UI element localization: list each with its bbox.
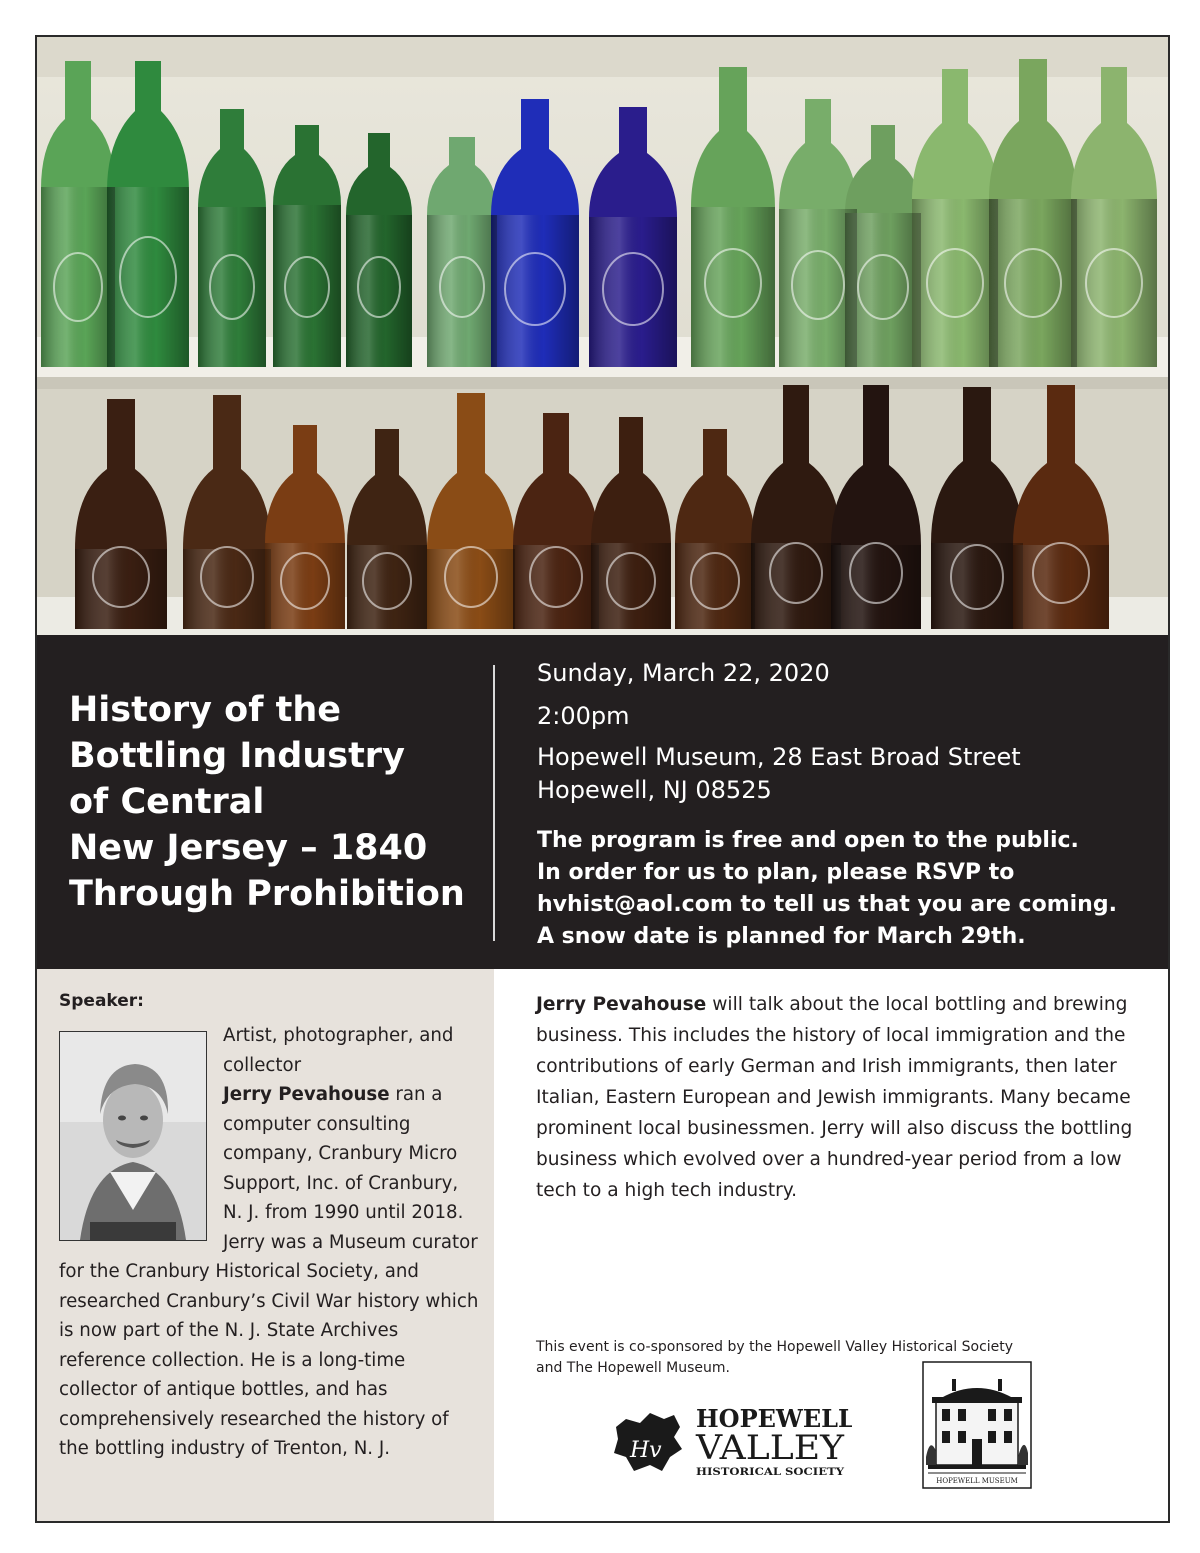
event-notice [537, 825, 1157, 953]
museum-logo-graphic [922, 1361, 1032, 1489]
museum-label: HOPEWELL MUSEUM [936, 1477, 1018, 1485]
hvhs-line2: VALLEY [694, 1428, 845, 1468]
event-details [537, 657, 1157, 953]
event-title-line: History of the [69, 690, 342, 730]
bottles-photo-illustration [37, 37, 1168, 635]
cosponsor-line2: and The Hopewell Museum. [536, 1360, 730, 1376]
event-date: Sunday, March 22, 2020 [537, 659, 830, 687]
event-title-line: Through Prohibition [69, 874, 465, 914]
speaker-bio [59, 1021, 479, 1464]
program-description [536, 989, 1136, 1206]
speaker-label: Speaker: [59, 991, 144, 1011]
event-info-band [37, 635, 1168, 969]
hvhs-line3: HISTORICAL SOCIETY [696, 1466, 845, 1478]
event-title-line: of Central [69, 782, 265, 822]
description-panel [494, 969, 1168, 1521]
event-notice-line: The program is free and open to the public. [537, 828, 1079, 853]
event-time: 2:00pm [537, 702, 630, 730]
event-title-line: Bottling Industry [69, 736, 405, 776]
bottles-photo [37, 37, 1168, 635]
event-title-line: New Jersey – 1840 [69, 828, 428, 868]
event-notice-line: A snow date is planned for March 29th. [537, 924, 1026, 949]
band-divider [493, 665, 495, 941]
description-speaker-name: Jerry Pevahouse [536, 994, 707, 1015]
event-title [69, 687, 499, 917]
hvhs-logo-graphic [612, 1397, 852, 1487]
speaker-bio-intro: Artist, photographer, and collector [223, 1025, 454, 1076]
speaker-panel [37, 969, 494, 1521]
hopewell-valley-historical-society-logo [612, 1397, 852, 1487]
portrait-wrap-spacer [59, 1021, 209, 1257]
description-text: will talk about the local bottling and brewing business. This includes the history of local immigration and the contributions of early German and Irish immigrants, then later Italian, Eastern European and Jewish immigrants. Many became prominent local businessmen. Jerry will also discuss the bottling business which evolved over a hundred-year period from a low tech to a high tech industry. [536, 994, 1133, 1201]
hvhs-mark: Hv [630, 1438, 662, 1463]
hopewell-museum-logo [922, 1361, 1032, 1489]
speaker-name: Jerry Pevahouse [223, 1084, 390, 1105]
event-address-line2: Hopewell, NJ 08525 [537, 776, 772, 804]
cosponsor-line1: This event is co-sponsored by the Hopewell Valley Historical Society [536, 1339, 1014, 1355]
flyer-frame [35, 35, 1170, 1523]
speaker-bio-text: ran a computer consulting company, Cranbury Micro Support, Inc. of Cranbury, N. J. from 1990 until 2018. Jerry was a Museum curator for the Cranbury Historical Society, and researched Cranbury’s Civil War history which is now part of the N. J. State Archives reference collection. He is a long-time collector of antique bottles, and has comprehensively researched the history of the bottling industry of Trenton, N. J. [59, 1084, 479, 1459]
event-notice-line: hvhist@aol.com to tell us that you are coming. [537, 892, 1117, 917]
event-address-line1: Hopewell Museum, 28 East Broad Street [537, 743, 1021, 771]
hvhs-line1: HOPEWELL [696, 1404, 852, 1433]
event-notice-line: In order for us to plan, please RSVP to [537, 860, 1015, 885]
cosponsor-note [536, 1337, 1136, 1379]
